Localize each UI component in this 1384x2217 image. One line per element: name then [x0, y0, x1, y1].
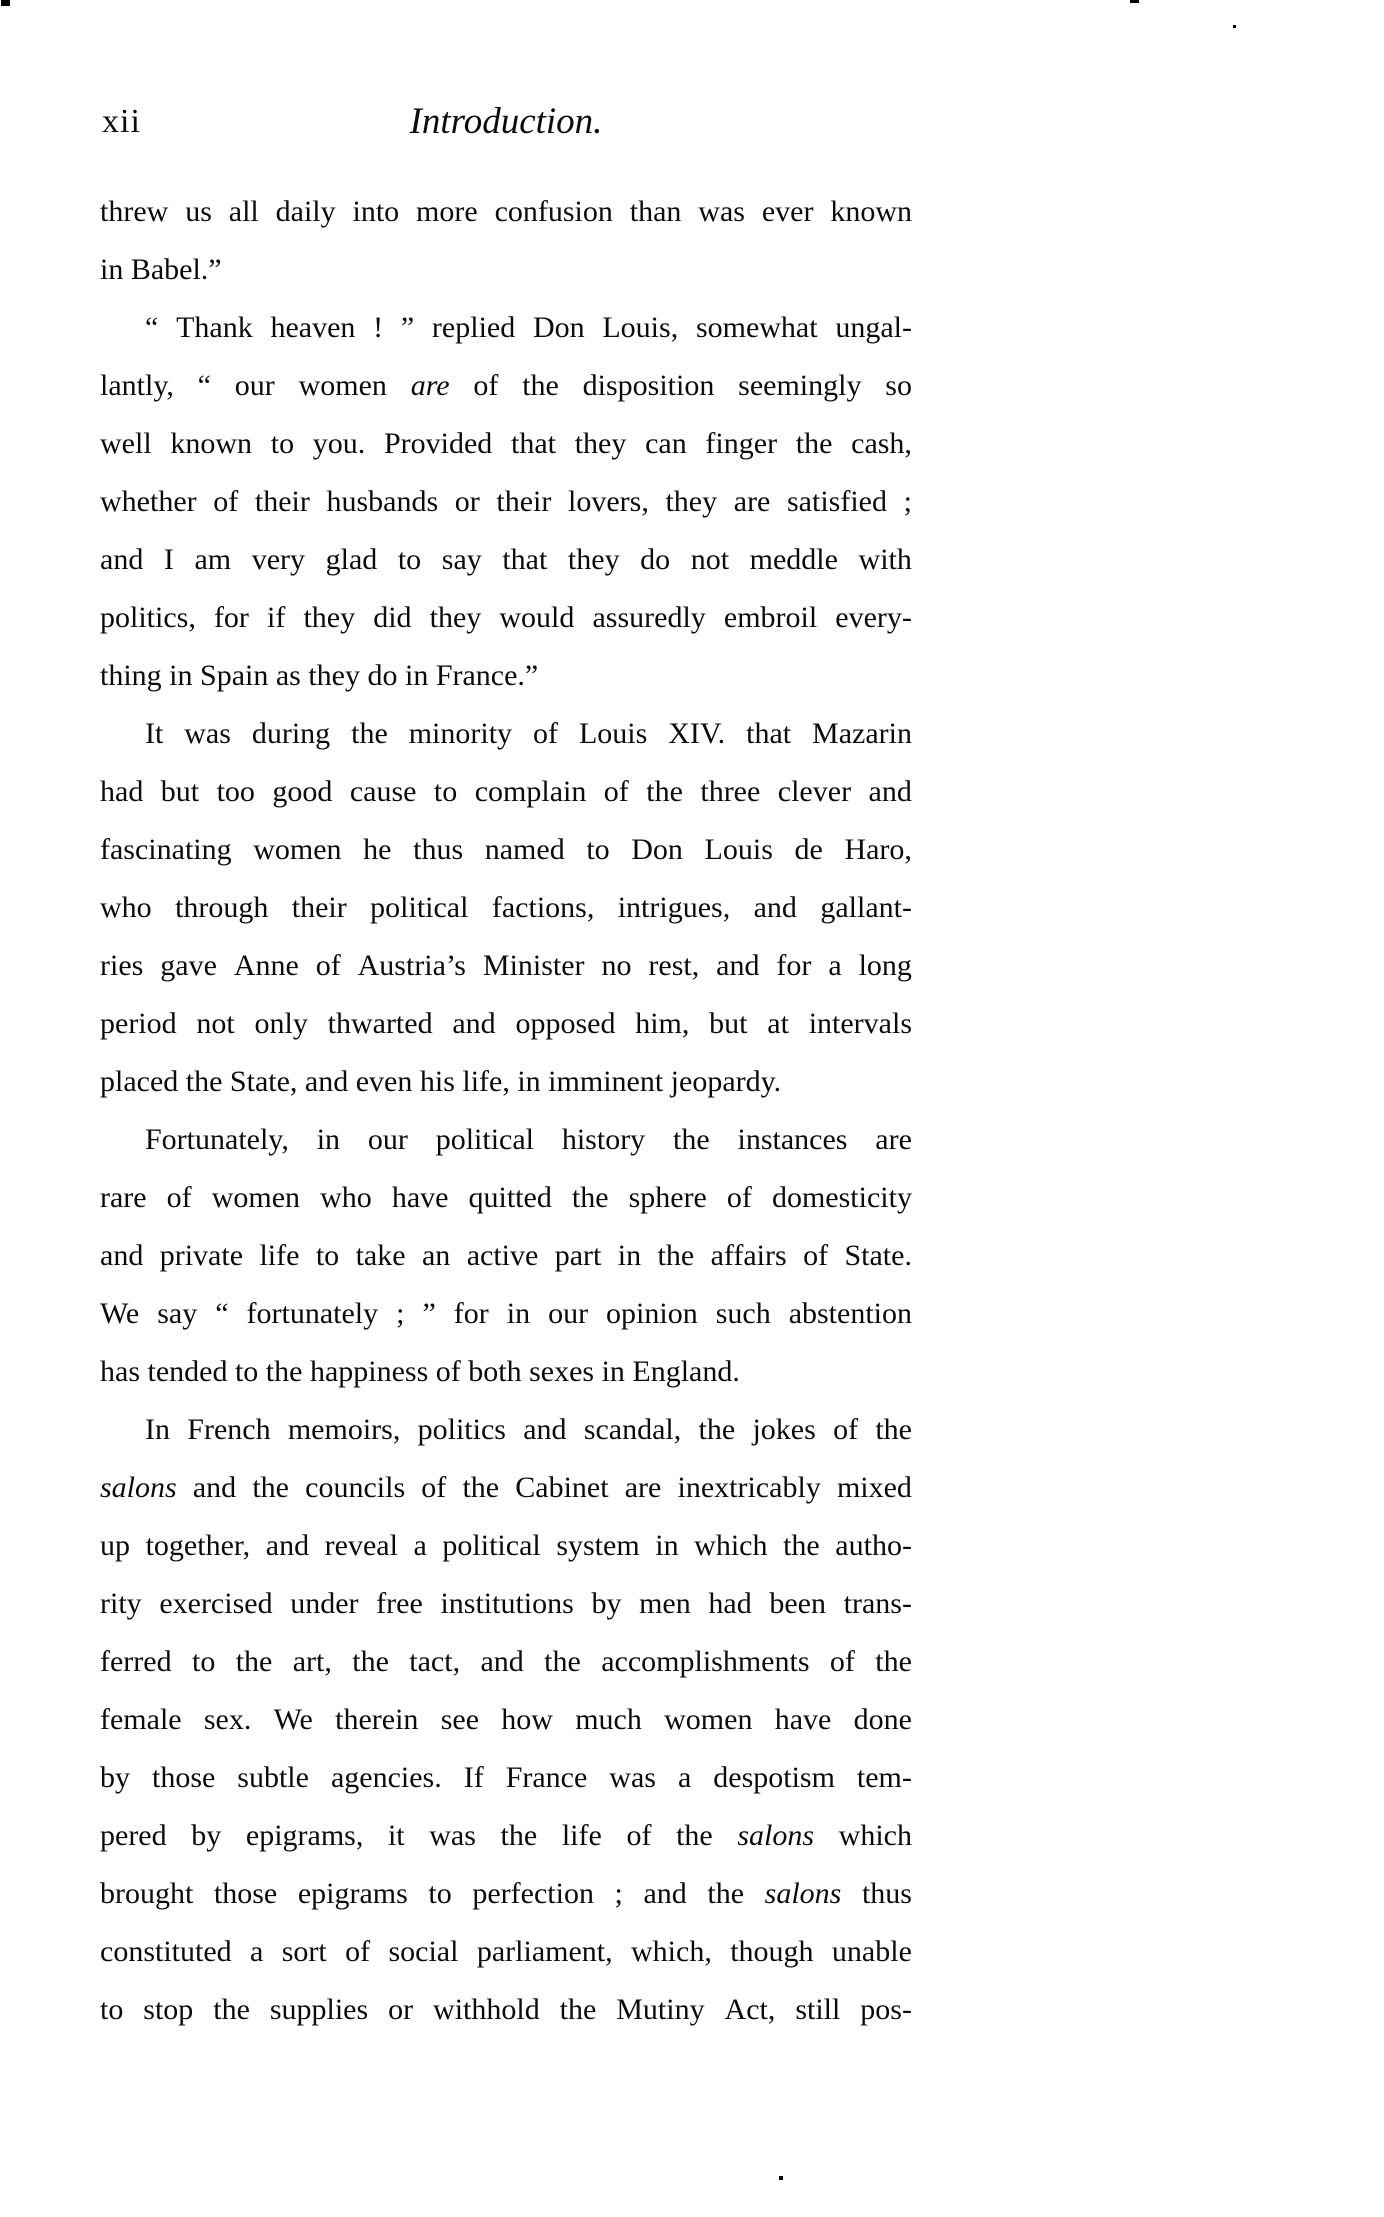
- text-line: lantly, “ our women are of the disposition seemingly so: [100, 369, 912, 402]
- text-line: female sex. We therein see how much women have done: [100, 1703, 912, 1736]
- text-line: period not only thwarted and opposed him, but at intervals: [100, 1007, 912, 1040]
- text-line: well known to you. Provided that they can finger the cash,: [100, 427, 912, 460]
- text-line: and private life to take an active part in the affairs of State.: [100, 1239, 912, 1272]
- text-line: ferred to the art, the tact, and the accomplishments of the: [100, 1645, 912, 1678]
- scan-artifact: [1, 0, 10, 6]
- text-line: who through their political factions, intrigues, and gallant-: [100, 891, 912, 924]
- text-line: ries gave Anne of Austria’s Minister no rest, and for a long: [100, 949, 912, 982]
- text-line: to stop the supplies or withhold the Mutiny Act, still pos-: [100, 1993, 912, 2026]
- text-line: “ Thank heaven ! ” replied Don Louis, somewhat ungal-: [145, 311, 912, 344]
- text-line: threw us all daily into more confusion than was ever known: [100, 195, 912, 228]
- text-line: We say “ fortunately ; ” for in our opinion such abstention: [100, 1297, 912, 1330]
- paragraph: [100, 705, 912, 1111]
- text-body: [100, 183, 912, 2039]
- text-line: rare of women who have quitted the sphere of domesticity: [100, 1181, 912, 1214]
- text-column: [100, 98, 912, 2026]
- text-line: Fortunately, in our political history the instances are: [145, 1123, 912, 1156]
- running-header-title: Introduction.: [409, 101, 603, 142]
- scan-artifact: [779, 2176, 783, 2180]
- paragraph: [100, 1401, 912, 2039]
- page-number: xii: [102, 103, 141, 140]
- paragraph: [100, 183, 912, 299]
- text-line: by those subtle agencies. If France was a despotism tem-: [100, 1761, 912, 1794]
- text-line: In French memoirs, politics and scandal, the jokes of the: [145, 1413, 912, 1446]
- running-header: [100, 98, 912, 150]
- scan-artifact: [1233, 25, 1236, 28]
- text-line: brought those epigrams to perfection ; and the salons thus: [100, 1877, 912, 1910]
- text-line: constituted a sort of social parliament, which, though unable: [100, 1935, 912, 1968]
- text-line: in Babel.”: [100, 253, 222, 286]
- text-line: rity exercised under free institutions by men had been trans-: [100, 1587, 912, 1620]
- text-line: has tended to the happiness of both sexes in England.: [100, 1355, 740, 1388]
- text-line: and I am very glad to say that they do not meddle with: [100, 543, 912, 576]
- text-line: It was during the minority of Louis XIV. that Mazarin: [145, 717, 912, 750]
- text-line: pered by epigrams, it was the life of the salons which: [100, 1819, 912, 1852]
- text-line: placed the State, and even his life, in imminent jeopardy.: [100, 1065, 782, 1098]
- text-line: had but too good cause to complain of the three clever and: [100, 775, 912, 808]
- text-line: salons and the councils of the Cabinet are inextricably mixed: [100, 1471, 912, 1504]
- scan-artifact: [1130, 0, 1139, 3]
- text-line: politics, for if they did they would assuredly embroil every-: [100, 601, 912, 634]
- text-line: thing in Spain as they do in France.”: [100, 659, 539, 692]
- paragraph: [100, 1111, 912, 1401]
- text-line: up together, and reveal a political system in which the autho-: [100, 1529, 912, 1562]
- text-line: fascinating women he thus named to Don Louis de Haro,: [100, 833, 912, 866]
- paragraph: [100, 299, 912, 705]
- text-line: whether of their husbands or their lovers, they are satisfied ;: [100, 485, 912, 518]
